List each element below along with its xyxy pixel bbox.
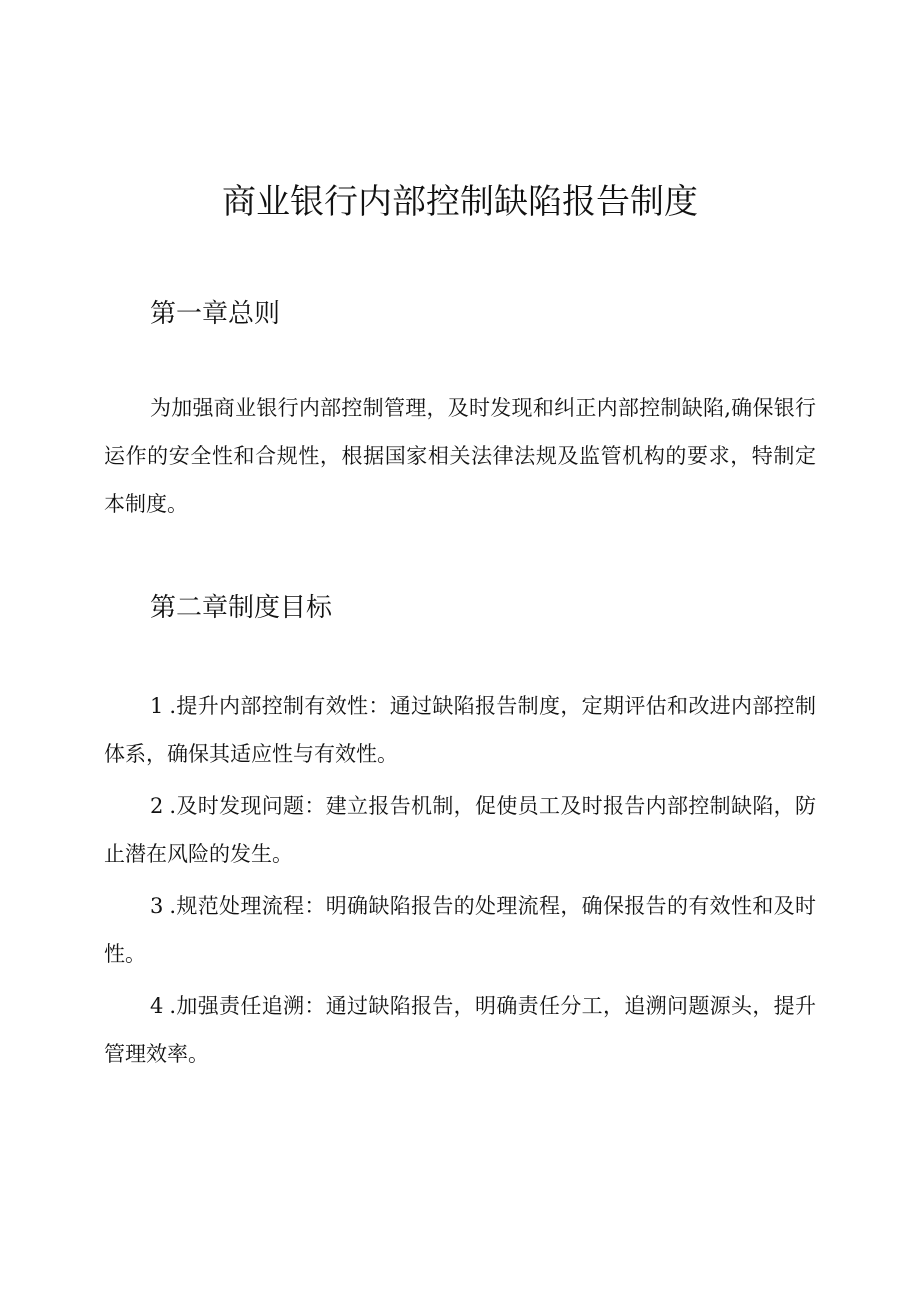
list-item-text: .规范处理流程：明确缺陷报告的处理流程，确保报告的有效性和及时性。 xyxy=(104,894,816,966)
list-item xyxy=(104,682,816,778)
list-item-text: .提升内部控制有效性：通过缺陷报告制度，定期评估和改进内部控制体系，确保其适应性与有效性。 xyxy=(104,694,816,766)
chapter-1-heading: 第一章总则 xyxy=(150,299,281,329)
list-item xyxy=(104,982,816,1078)
list-item-number: 3 xyxy=(150,894,164,918)
list-item-number: 4 xyxy=(150,994,164,1018)
list-item-text: .加强责任追溯：通过缺陷报告，明确责任分工，追溯问题源头，提升管理效率。 xyxy=(104,994,816,1066)
chapter-2-heading: 第二章制度目标 xyxy=(150,593,333,623)
chapter-1-paragraph: 为加强商业银行内部控制管理，及时发现和纠正内部控制缺陷,确保银行运作的安全性和合规性，根据国家相关法律法规及监管机构的要求，特制定本制度。 xyxy=(104,396,816,516)
objectives-list xyxy=(104,682,816,1082)
list-item xyxy=(104,882,816,978)
list-item-text: .及时发现问题：建立报告机制，促使员工及时报告内部控制缺陷，防止潜在风险的发生。 xyxy=(104,794,816,866)
document-title: 商业银行内部控制缺陷报告制度 xyxy=(222,182,698,222)
list-item xyxy=(104,782,816,878)
list-item-number: 1 xyxy=(150,694,164,718)
list-item-number: 2 xyxy=(150,794,164,818)
